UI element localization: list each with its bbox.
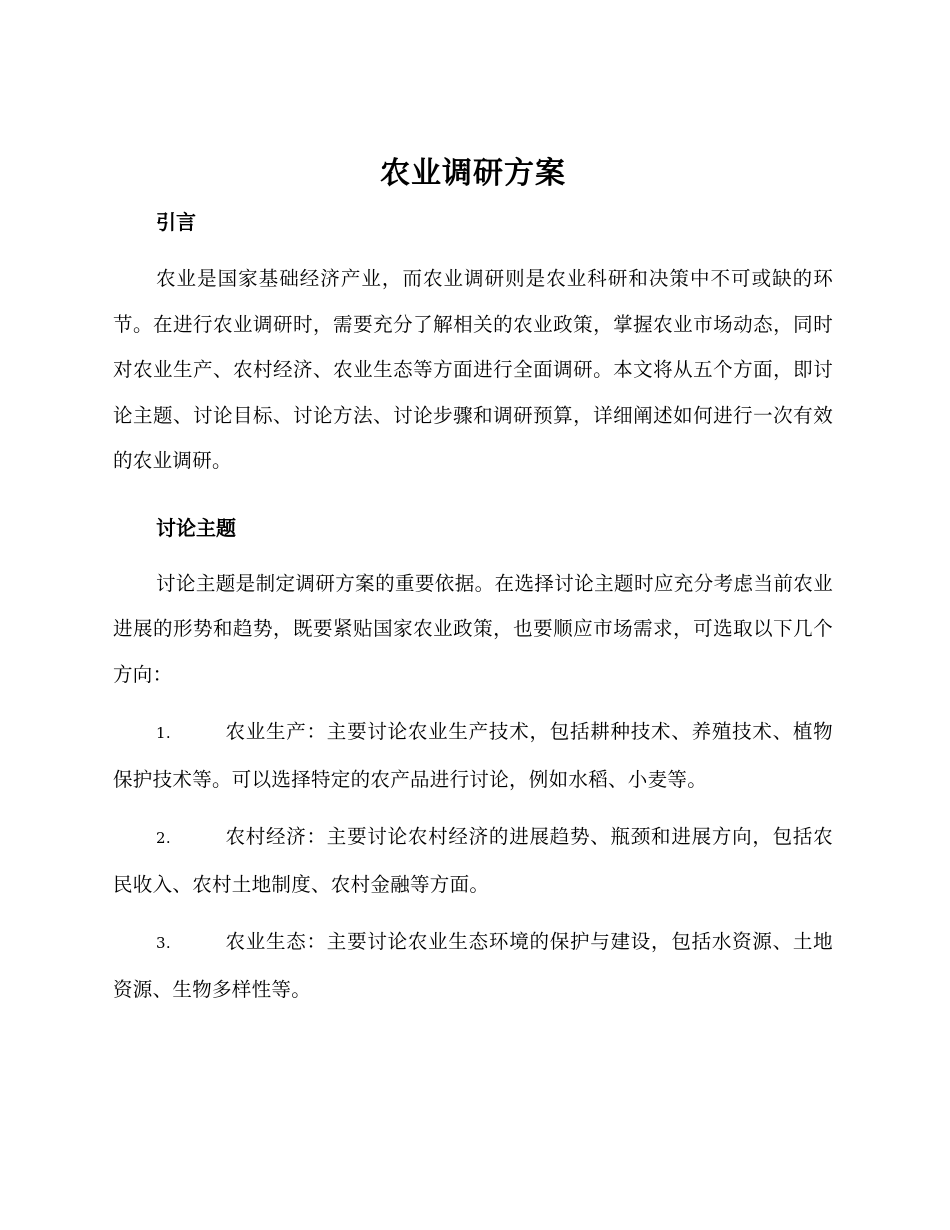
topic-list (113, 709, 833, 1012)
list-item-number: 3. (156, 934, 171, 952)
document-page (113, 150, 833, 1012)
list-item-number: 2. (156, 829, 171, 847)
document-title: 农业调研方案 (380, 156, 566, 191)
list-item (113, 919, 833, 1012)
list-item-text: 农业生产：主要讨论农业生产技术，包括耕种技术、养殖技术、植物保护技术等。可以选择特定的农产品进行讨论，例如水稻、小麦等。 (113, 720, 833, 791)
section-heading-introduction: 引言 (156, 210, 196, 234)
list-item-number: 1. (156, 724, 171, 742)
list-item-text: 农业生态：主要讨论农业生态环境的保护与建设，包括水资源、土地资源、生物多样性等。 (113, 930, 833, 1001)
list-item (113, 814, 833, 907)
list-item-text: 农村经济：主要讨论农村经济的进展趋势、瓶颈和进展方向，包括农民收入、农村土地制度、农村金融等方面。 (113, 825, 833, 896)
list-item (113, 709, 833, 802)
section-heading-discussion-topic: 讨论主题 (156, 515, 236, 540)
introduction-paragraph: 农业是国家基础经济产业，而农业调研则是农业科研和决策中不可或缺的环节。在进行农业调研时，需要充分了解相关的农业政策，掌握农业市场动态，同时对农业生产、农村经济、农业生态等方面进行全面调研。本文将从五个方面，即讨论主题、讨论目标、讨论方法、讨论步骤和调研预算，详细阐述如何进行一次有效的农业调研。 (113, 267, 833, 472)
discussion-topic-paragraph: 讨论主题是制定调研方案的重要依据。在选择讨论主题时应充分考虑当前农业进展的形势和趋势，既要紧贴国家农业政策，也要顺应市场需求，可选取以下几个方向： (113, 571, 833, 686)
